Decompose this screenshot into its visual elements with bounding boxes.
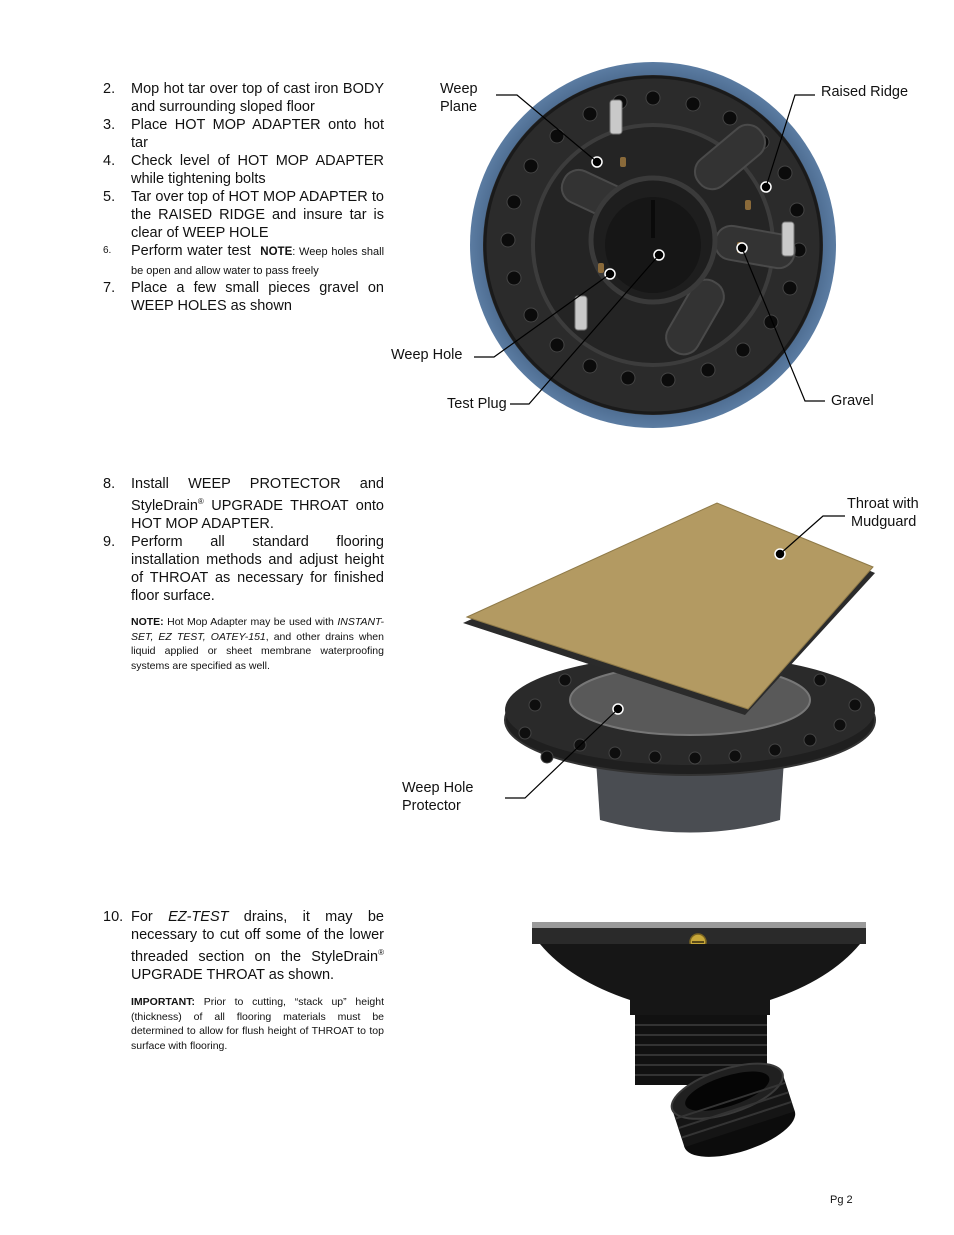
note-hot-mop-adapter: NOTE: Hot Mop Adapter may be used with INSTANT-SET, EZ TEST, OATEY-151, and other drains when liquid applied or sheet membrane waterproofing systems are specified as well. bbox=[131, 616, 384, 672]
step-5: 5. Tar over top of HOT MOP ADAPTER to the RAISED RIDGE and insure tar is clear of WEEP HOLE bbox=[103, 189, 384, 241]
throat-with-mudguard-photo bbox=[455, 495, 925, 840]
steps-section-2 bbox=[100, 475, 384, 605]
label-throat-with-mudguard: Throat with Mudguard bbox=[847, 496, 919, 530]
step-2: 2. Mop hot tar over top of cast iron BODY and surrounding sloped floor bbox=[103, 81, 384, 115]
label-weep-hole: Weep Hole bbox=[391, 347, 463, 363]
label-test-plug: Test Plug bbox=[447, 396, 507, 412]
step-10: 10. For EZ-TEST drains, it may be necessary to cut off some of the lower threaded section on the StyleDrain® UPGRADE THROAT as shown. bbox=[103, 909, 384, 983]
label-weep-hole-protector: Weep Hole Protector bbox=[402, 780, 474, 814]
steps-section-3 bbox=[100, 908, 384, 984]
label-raised-ridge: Raised Ridge bbox=[821, 84, 909, 100]
step-8: 8. Install WEEP PROTECTOR and StyleDrain® UPGRADE THROAT onto HOT MOP ADAPTER. bbox=[103, 476, 384, 532]
step-7: 7. Place a few small pieces gravel on WEEP HOLES as shown bbox=[103, 280, 384, 314]
step-4: 4. Check level of HOT MOP ADAPTER while tightening bolts bbox=[103, 153, 384, 187]
step-6: 6. Perform water test NOTE: Weep holes shall be open and allow water to pass freely bbox=[103, 243, 385, 277]
important-note: IMPORTANT: Prior to cutting, “stack up” height (thickness) of all flooring materials must be determined to allow for flush height of THROAT to top surface with flooring. bbox=[131, 996, 384, 1052]
label-gravel: Gravel bbox=[831, 393, 874, 409]
step-3: 3. Place HOT MOP ADAPTER onto hot tar bbox=[103, 117, 384, 151]
step-9: 9. Perform all standard flooring installation methods and adjust height of THROAT as necessary for finished floor surface. bbox=[103, 533, 384, 604]
steps-section-1 bbox=[100, 80, 384, 315]
label-weep-plane: Weep Plane bbox=[440, 81, 478, 115]
upgrade-throat-side-photo bbox=[530, 920, 870, 1165]
page-number: Pg 2 bbox=[830, 1194, 853, 1206]
hot-mop-adapter-photo bbox=[440, 60, 920, 430]
